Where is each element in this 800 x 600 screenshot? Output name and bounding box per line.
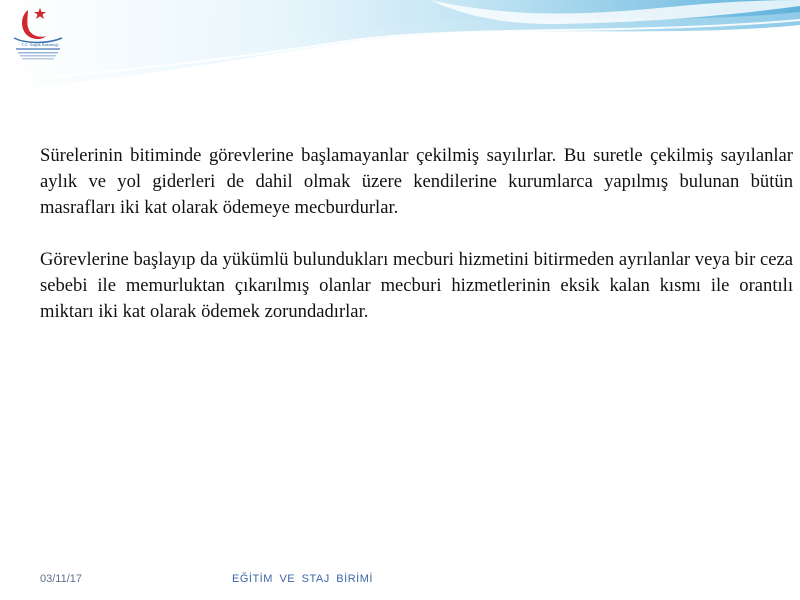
logo-caption: T.C. Sağlık Bakanlığı [21,42,59,47]
footer-date: 03/11/17 [40,573,83,585]
footer-unit-name: EĞİTİM VE STAJ BİRİMİ [232,573,373,585]
paragraph-1: Sürelerinin bitiminde görevlerine başlamayanlar çekilmiş sayılırlar. Bu suretle çekilmiş sayılanlar aylık ve yol giderleri de dahil olmak üzere kendilerine kurumlarca yapılmış bulunan bütün masrafları iki kat olarak ödemeye mecburdurlar. [40,145,793,218]
header-wave-decoration [0,0,800,110]
slide-content [40,143,793,351]
ministry-of-health-logo [6,4,70,66]
paragraph-2: Görevlerine başlayıp da yükümlü bulundukları mecburi hizmetini bitirmeden ayrılanlar veya bir ceza sebebi ile memurluktan çıkarılmış olanlar mecburi hizmetlerinin eksik kalan kısmı ile orantılı miktarı iki kat olarak ödemek zorundadırlar. [40,249,793,322]
